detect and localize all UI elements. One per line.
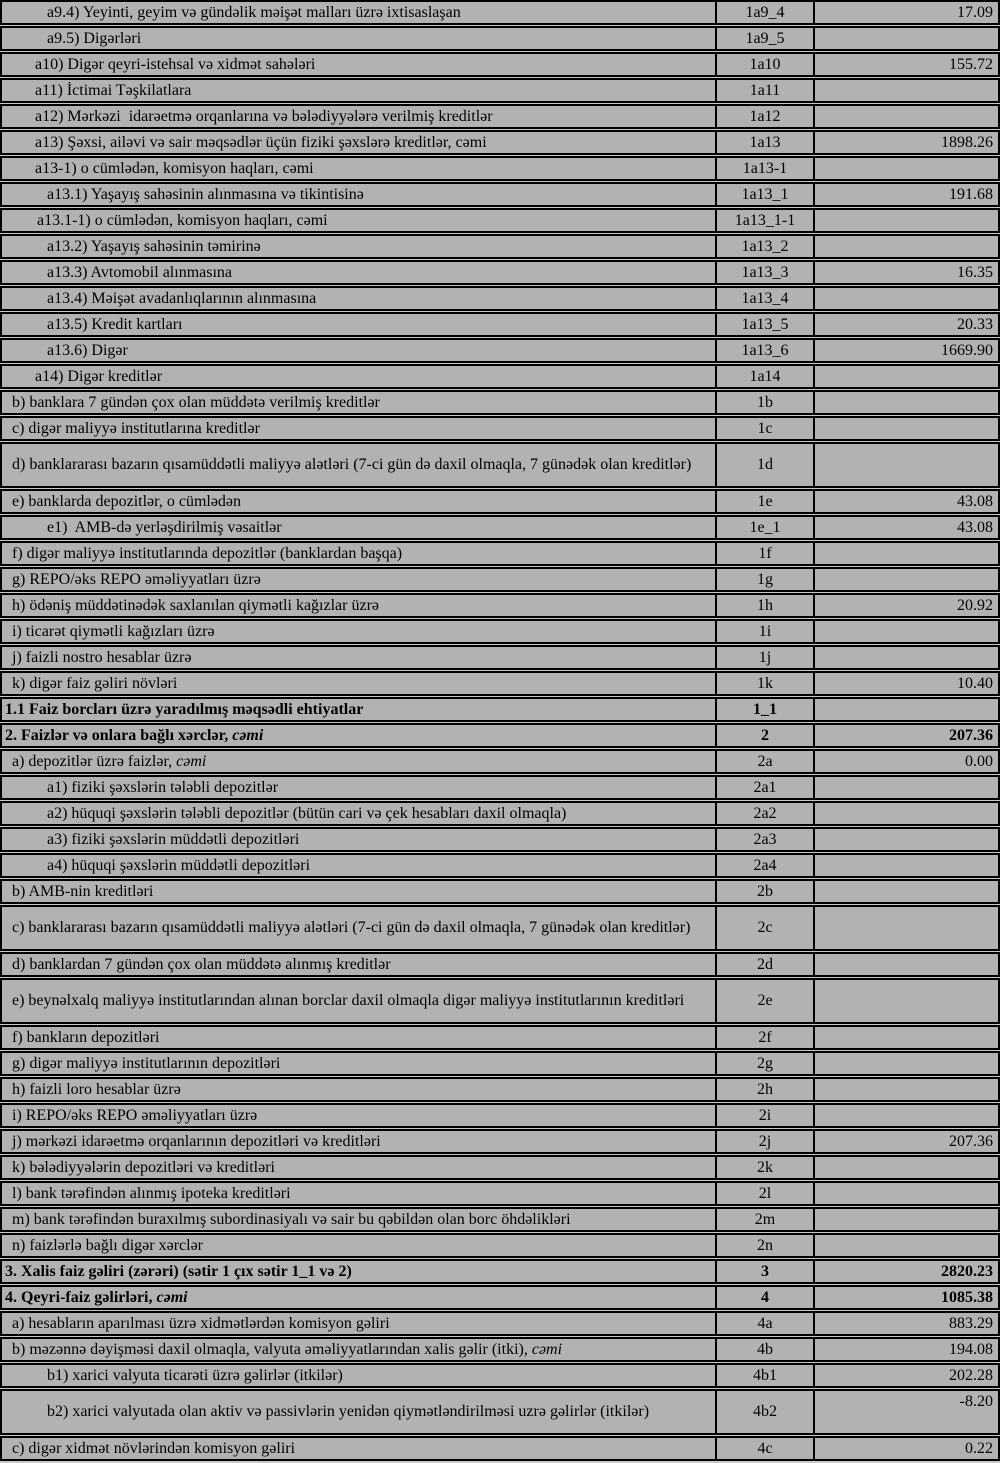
row-value	[815, 1157, 998, 1178]
row-label-cell	[2, 1079, 715, 1100]
row-value: 202.28	[949, 1367, 993, 1384]
row-label-cell	[2, 569, 715, 590]
row-code: 2j	[715, 1131, 815, 1152]
row-value	[815, 444, 998, 486]
table-row	[0, 801, 1000, 826]
table-row	[0, 775, 1000, 800]
row-label-cell	[2, 1391, 715, 1433]
row-label: 1.1 Faiz borcları üzrə yaradılmış məqsədli ehtiyatlar	[5, 701, 364, 718]
row-code: 2l	[715, 1183, 815, 1204]
table-row	[0, 364, 1000, 389]
row-label: i) REPO/əks REPO əməliyyatları üzrə	[12, 1107, 258, 1124]
row-code: 4b	[715, 1339, 815, 1360]
row-label-cell	[2, 28, 715, 49]
table-row	[0, 0, 1000, 25]
row-label: e) banklarda depozitlər, o cümlədən	[12, 493, 242, 510]
row-label-cell	[2, 288, 715, 309]
row-label-cell	[2, 54, 715, 75]
table-row	[0, 567, 1000, 592]
row-code: 1j	[715, 647, 815, 668]
table-row	[0, 619, 1000, 644]
row-label: a10) Digər qeyri-istehsal və xidmət sahələri	[35, 56, 316, 73]
row-value	[815, 543, 998, 564]
row-label-cell	[2, 751, 715, 772]
row-value	[815, 907, 998, 949]
row-label: a3) fiziki şəxslərin müddətli depozitləri	[47, 831, 300, 848]
row-code: 1h	[715, 595, 815, 616]
row-code: 2f	[715, 1027, 815, 1048]
row-label-cell	[2, 80, 715, 101]
row-value	[815, 954, 998, 975]
table-row	[0, 879, 1000, 904]
row-label-cell	[2, 1157, 715, 1178]
row-code: 4a	[715, 1313, 815, 1334]
row-label-cell	[2, 491, 715, 512]
row-label: a9.5) Digərləri	[47, 30, 142, 47]
row-label: g) digər maliyyə institutlarının depozitləri	[12, 1055, 281, 1072]
row-label-cell	[2, 517, 715, 538]
table-row	[0, 489, 1000, 514]
row-label: e1) AMB-də yerləşdirilmiş vəsaitlər	[47, 519, 282, 536]
row-label-cell	[2, 1027, 715, 1048]
row-label: a13.2) Yaşayış sahəsinin təmirinə	[47, 238, 261, 255]
row-code: 2	[715, 725, 815, 746]
row-value	[815, 829, 998, 850]
row-value: -8.20	[959, 1393, 993, 1410]
row-value	[815, 1183, 998, 1204]
table-row	[0, 130, 1000, 155]
row-value	[815, 777, 998, 798]
row-label: m) bank tərəfindən buraxılmış subordinasiyalı və sair bu qəbildən olan borc öhdəlikləri	[12, 1211, 571, 1228]
table-row	[0, 671, 1000, 696]
table-row	[0, 749, 1000, 774]
row-value	[815, 699, 998, 720]
table-row	[0, 827, 1000, 852]
row-label: c) banklararası bazarın qısamüddətli maliyyə alətləri (7-ci gün də daxil olmaqla, 7 günədək olan kreditlər)	[12, 919, 691, 936]
row-code: 1a13	[715, 132, 815, 153]
row-code: 1e_1	[715, 517, 815, 538]
row-code: 2e	[715, 980, 815, 1022]
row-value	[815, 418, 998, 439]
row-code: 2k	[715, 1157, 815, 1178]
row-value	[815, 621, 998, 642]
row-code: 4b2	[715, 1391, 815, 1433]
table-row	[0, 156, 1000, 181]
row-code: 1a13_2	[715, 236, 815, 257]
table-row	[0, 208, 1000, 233]
row-code: 1f	[715, 543, 815, 564]
table-row	[0, 1207, 1000, 1232]
row-code: 2a	[715, 751, 815, 772]
row-label-cell	[2, 1438, 715, 1459]
row-value: 155.72	[949, 56, 993, 73]
row-value	[815, 1209, 998, 1230]
table-row	[0, 645, 1000, 670]
table-row	[0, 515, 1000, 540]
row-code: 1b	[715, 392, 815, 413]
row-label-cell	[2, 106, 715, 127]
table-row	[0, 1389, 1000, 1435]
row-label-cell	[2, 1053, 715, 1074]
row-value	[815, 1027, 998, 1048]
row-value: 2820.23	[941, 1263, 993, 1280]
row-label: n) faizlərlə bağlı digər xərclər	[12, 1237, 203, 1254]
row-code: 1a9_4	[715, 2, 815, 23]
table-row	[0, 1077, 1000, 1102]
row-label: a2) hüquqi şəxslərin tələbli depozitlər (bütün cari və çek hesabları daxil olmaqla)	[47, 805, 567, 822]
row-value	[815, 881, 998, 902]
row-label-cell	[2, 1209, 715, 1230]
table-row	[0, 952, 1000, 977]
row-code: 1a13_3	[715, 262, 815, 283]
table-row	[0, 1103, 1000, 1128]
row-label-cell	[2, 699, 715, 720]
row-label: h) ödəniş müddətinədək saxlanılan qiymətli kağızlar üzrə	[12, 597, 379, 614]
row-value: 43.08	[957, 519, 993, 536]
table-row	[0, 182, 1000, 207]
row-label: g) REPO/əks REPO əməliyyatları üzrə	[12, 571, 261, 588]
table-row	[0, 78, 1000, 103]
table-row	[0, 853, 1000, 878]
row-value: 191.68	[949, 186, 993, 203]
row-code: 1a13-1	[715, 158, 815, 179]
table-row	[0, 1311, 1000, 1336]
table-row	[0, 234, 1000, 259]
row-label: a) depozitlər üzrə faizlər,	[12, 753, 177, 770]
row-label-cell	[2, 1105, 715, 1126]
row-code: 2a2	[715, 803, 815, 824]
row-label: c) digər xidmət növlərindən komisyon gəliri	[12, 1440, 296, 1457]
row-label-cell	[2, 881, 715, 902]
row-value: 883.29	[949, 1315, 993, 1332]
row-label-cell	[2, 1183, 715, 1204]
table-row	[0, 1285, 1000, 1310]
row-code: 1e	[715, 491, 815, 512]
table-row	[0, 1259, 1000, 1284]
row-code: 1k	[715, 673, 815, 694]
table-row	[0, 26, 1000, 51]
row-label-cell	[2, 1131, 715, 1152]
row-label-cell	[2, 777, 715, 798]
row-label: a13.1) Yaşayış sahəsinin alınmasına və tikintisinə	[47, 186, 364, 203]
row-value: 43.08	[957, 493, 993, 510]
row-value	[815, 236, 998, 257]
row-code: 1i	[715, 621, 815, 642]
row-value	[815, 366, 998, 387]
row-value: 0.00	[965, 753, 993, 770]
row-label: a13.3) Avtomobil alınmasına	[47, 264, 233, 281]
row-value: 17.09	[957, 4, 993, 21]
row-code: 4c	[715, 1438, 815, 1459]
row-code: 1a12	[715, 106, 815, 127]
row-label: 2. Faizlər və onlara bağlı xərclər,	[5, 727, 233, 744]
row-code: 1a14	[715, 366, 815, 387]
row-label-cell	[2, 725, 715, 746]
table-row	[0, 1181, 1000, 1206]
row-code: 1_1	[715, 699, 815, 720]
row-label: a13.6) Digər	[47, 342, 128, 359]
row-code: 1g	[715, 569, 815, 590]
row-label-cell	[2, 158, 715, 179]
row-code: 1a10	[715, 54, 815, 75]
row-code: 1a11	[715, 80, 815, 101]
row-value	[815, 106, 998, 127]
row-label-cell	[2, 2, 715, 23]
row-value: 16.35	[957, 264, 993, 281]
table-row	[0, 1363, 1000, 1388]
row-label-cell	[2, 954, 715, 975]
row-label: d) banklardan 7 gündən çox olan müddətə alınmış kreditlər	[12, 956, 391, 973]
row-label-cell	[2, 444, 715, 486]
row-label: e) beynəlxalq maliyyə institutlarından alınan borclar daxil olmaqla digər maliyyə institutlarının kreditləri	[12, 992, 685, 1009]
table-row	[0, 1129, 1000, 1154]
row-value	[815, 855, 998, 876]
row-label: l) bank tərəfindən alınmış ipoteka kreditləri	[12, 1185, 291, 1202]
row-label-cell	[2, 803, 715, 824]
table-row	[0, 442, 1000, 488]
row-label: h) faizli loro hesablar üzrə	[12, 1081, 181, 1098]
row-value	[815, 158, 998, 179]
row-code: 2n	[715, 1235, 815, 1256]
row-code: 1a9_5	[715, 28, 815, 49]
row-label-cell	[2, 1235, 715, 1256]
row-code: 2a4	[715, 855, 815, 876]
row-value: 0.22	[965, 1440, 993, 1457]
row-value	[815, 210, 998, 231]
table-row	[0, 338, 1000, 363]
row-label-cell	[2, 210, 715, 231]
row-code: 1a13_4	[715, 288, 815, 309]
row-label-cell	[2, 595, 715, 616]
row-label: a13.1-1) o cümlədən, komisyon haqları, cəmi	[37, 212, 328, 229]
row-code: 2c	[715, 907, 815, 949]
table-row	[0, 541, 1000, 566]
row-label-cell	[2, 1287, 715, 1308]
row-label: d) banklararası bazarın qısamüddətli maliyyə alətləri (7-ci gün də daxil olmaqla, 7 günədək olan kreditlər)	[12, 456, 692, 473]
row-label-cell	[2, 855, 715, 876]
row-value: 10.40	[957, 675, 993, 692]
row-label: a13-1) o cümlədən, komisyon haqları, cəmi	[35, 160, 314, 177]
row-code: 2g	[715, 1053, 815, 1074]
table-row	[0, 52, 1000, 77]
row-code: 2a1	[715, 777, 815, 798]
row-value	[815, 1079, 998, 1100]
row-value: 1085.38	[941, 1289, 993, 1306]
row-label-cell	[2, 366, 715, 387]
row-code: 4b1	[715, 1365, 815, 1386]
table-row	[0, 723, 1000, 748]
row-label-cell	[2, 418, 715, 439]
table-row	[0, 593, 1000, 618]
row-code: 3	[715, 1261, 815, 1282]
row-label-cell	[2, 340, 715, 361]
row-value: 1898.26	[941, 134, 993, 151]
row-label: c) digər maliyyə institutlarına kreditlər	[12, 420, 260, 437]
row-label: a14) Digər kreditlər	[35, 368, 163, 385]
row-value	[815, 288, 998, 309]
row-label: a13.5) Kredit kartları	[47, 316, 183, 333]
row-code: 2i	[715, 1105, 815, 1126]
table-row	[0, 390, 1000, 415]
row-code: 2m	[715, 1209, 815, 1230]
table-row	[0, 1436, 1000, 1461]
row-code: 1d	[715, 444, 815, 486]
row-value: 20.92	[957, 597, 993, 614]
row-code: 1a13_1	[715, 184, 815, 205]
row-label-cell	[2, 980, 715, 1022]
row-label-cell	[2, 1365, 715, 1386]
table-row	[0, 1051, 1000, 1076]
row-code: 1c	[715, 418, 815, 439]
row-label-cell	[2, 1313, 715, 1334]
table-row	[0, 416, 1000, 441]
row-value	[815, 803, 998, 824]
row-label-cell	[2, 1339, 715, 1360]
row-value	[815, 569, 998, 590]
row-label: a11) İctimai Təşkilatlara	[35, 82, 192, 99]
table-row	[0, 978, 1000, 1024]
row-label: a4) hüquqi şəxslərin müddətli depozitləri	[47, 857, 311, 874]
row-label: b) banklara 7 gündən çox olan müddətə verilmiş kreditlər	[12, 394, 380, 411]
row-code: 1a13_6	[715, 340, 815, 361]
row-value: 207.36	[949, 1133, 993, 1150]
row-label-cell	[2, 647, 715, 668]
table-row	[0, 905, 1000, 951]
row-label: a) hesabların aparılması üzrə xidmətlərdən komisyon gəliri	[12, 1315, 390, 1332]
row-label-cell	[2, 907, 715, 949]
row-label: a1) fiziki şəxslərin tələbli depozitlər	[47, 779, 279, 796]
row-label-cell	[2, 673, 715, 694]
row-label: f) digər maliyyə institutlarında depozitlər (banklardan başqa)	[12, 545, 403, 562]
row-label-cell	[2, 1261, 715, 1282]
row-value	[815, 28, 998, 49]
row-label: a13) Şəxsi, ailəvi və sair məqsədlər üçün fiziki şəxslərə kreditlər, cəmi	[35, 134, 487, 151]
row-code: 1a13_1-1	[715, 210, 815, 231]
row-label: b) məzənnə dəyişməsi daxil olmaqla, valyuta əməliyyatlarından xalis gəlir (itki),	[12, 1341, 532, 1358]
row-value: 194.08	[949, 1341, 993, 1358]
row-code: 4	[715, 1287, 815, 1308]
row-label: b) AMB-nin kreditləri	[12, 883, 154, 900]
row-label-italic-suffix: cəmi	[156, 1289, 188, 1306]
row-label-cell	[2, 184, 715, 205]
row-label-cell	[2, 132, 715, 153]
row-label: i) ticarət qiymətli kağızları üzrə	[12, 623, 215, 640]
table-row	[0, 1025, 1000, 1050]
row-label: a13.4) Məişət avadanlıqlarının alınmasına	[47, 290, 317, 307]
row-label: b2) xarici valyutada olan aktiv və passivlərin yenidən qiymətləndirilməsi uzrə gəlirlər (itkilər)	[47, 1403, 650, 1420]
table-row	[0, 697, 1000, 722]
table-row	[0, 260, 1000, 285]
row-value: 207.36	[949, 727, 993, 744]
table-row	[0, 312, 1000, 337]
row-value	[815, 980, 998, 1022]
row-label-italic-suffix: cəmi	[176, 753, 207, 770]
row-label-italic-suffix: cəmi	[531, 1341, 563, 1358]
row-code: 2d	[715, 954, 815, 975]
row-value	[815, 1235, 998, 1256]
row-value	[815, 392, 998, 413]
row-value: 1669.90	[941, 342, 993, 359]
table-row	[0, 286, 1000, 311]
row-label-italic-suffix: cəmi	[232, 727, 264, 744]
row-label: b1) xarici valyuta ticarəti üzrə gəlirlər (itkilər)	[47, 1367, 343, 1384]
row-code: 2a3	[715, 829, 815, 850]
row-code: 2h	[715, 1079, 815, 1100]
row-label-cell	[2, 314, 715, 335]
row-value	[815, 647, 998, 668]
row-value	[815, 1105, 998, 1126]
row-label: a12) Mərkəzi idarəetmə orqanlarına və bələdiyyələrə verilmiş kreditlər	[35, 108, 493, 125]
row-label-cell	[2, 543, 715, 564]
table-row	[0, 104, 1000, 129]
row-label: f) bankların depozitləri	[12, 1029, 160, 1046]
row-code: 1a13_5	[715, 314, 815, 335]
row-label-cell	[2, 392, 715, 413]
row-label: j) faizli nostro hesablar üzrə	[12, 649, 192, 666]
row-value: 20.33	[957, 316, 993, 333]
row-value	[815, 1053, 998, 1074]
row-value	[815, 80, 998, 101]
row-label-cell	[2, 236, 715, 257]
row-label: 4. Qeyri-faiz gəlirləri,	[5, 1289, 157, 1306]
row-label: j) mərkəzi idarəetmə orqanlarının depozitləri və kreditləri	[12, 1133, 381, 1150]
row-label-cell	[2, 829, 715, 850]
table-row	[0, 1233, 1000, 1258]
row-label: 3. Xalis faiz gəliri (zərəri) (sətir 1 çıx sətir 1_1 və 2)	[5, 1263, 352, 1280]
row-code: 2b	[715, 881, 815, 902]
table-row	[0, 1337, 1000, 1362]
row-label: k) digər faiz gəliri növləri	[12, 675, 178, 692]
row-label-cell	[2, 621, 715, 642]
row-label: k) bələdiyyələrin depozitləri və kreditləri	[12, 1159, 275, 1176]
table-row	[0, 1155, 1000, 1180]
row-label-cell	[2, 262, 715, 283]
row-label: a9.4) Yeyinti, geyim və gündəlik məişət malları üzrə ixtisaslaşan	[47, 4, 461, 21]
